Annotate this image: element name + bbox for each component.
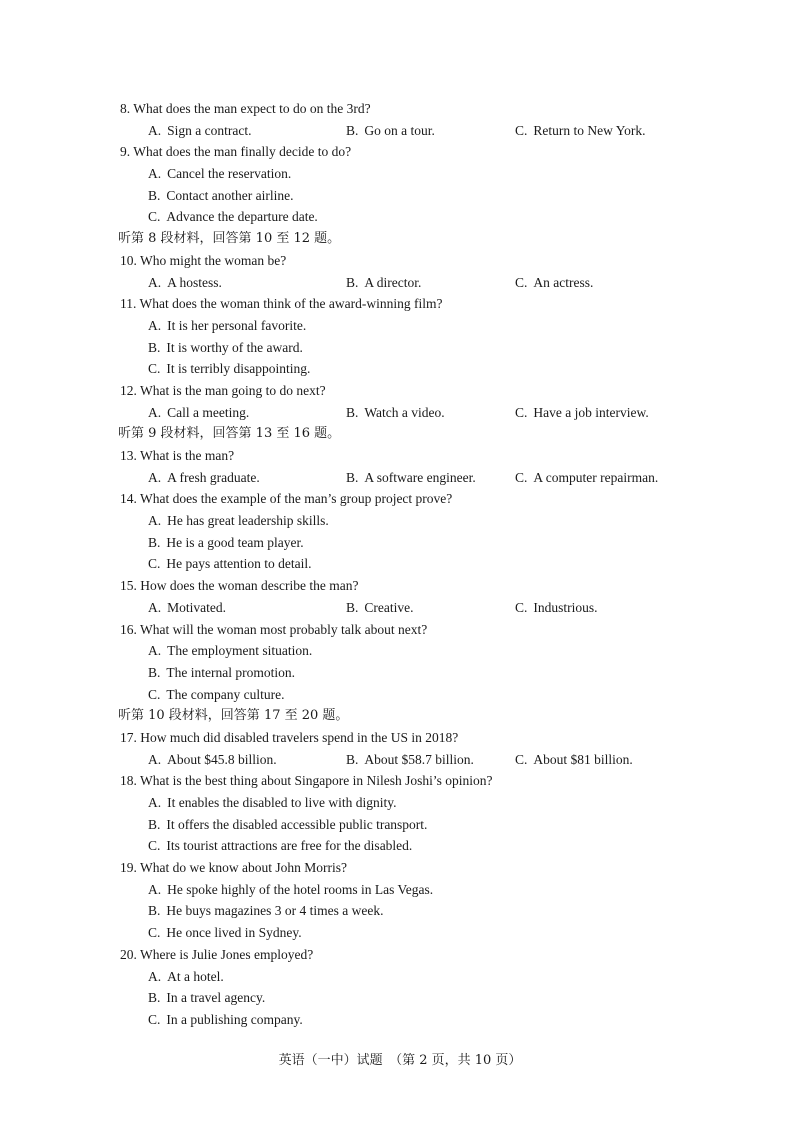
question-text: What does the example of the man’s group project prove? (140, 491, 453, 507)
option-a: A. He has great leadership skills. (148, 513, 329, 529)
question-text: What does the man expect to do on the 3rd? (133, 101, 371, 116)
question-number: 16. (120, 621, 137, 637)
option-a: A. It enables the disabled to live with dignity. (148, 795, 397, 810)
question-number: 11. (120, 296, 137, 312)
question-number: 12. (120, 382, 137, 398)
page-footer: 英语（一中）试题 （第 2 页，共 10 页） (278, 1053, 522, 1068)
options-row (120, 749, 720, 771)
option-c: C. Advance the departure date. (148, 209, 318, 225)
option-a: A. Cancel the reservation. (148, 166, 292, 182)
question-number: 9. (120, 144, 131, 160)
option-c: C. He once lived in Sydney. (148, 925, 302, 941)
question-text: What is the man? (140, 448, 235, 463)
question-text: What is the man going to do next? (140, 382, 326, 398)
question-text: How does the woman describe the man? (140, 578, 359, 594)
question-number: 19. (120, 860, 137, 876)
option-b: B. A director. (346, 274, 422, 290)
question-stem (120, 98, 720, 120)
option-b: B. It is worthy of the award. (148, 339, 303, 355)
option-b: B. It offers the disabled accessible public transport. (148, 816, 428, 832)
question-stem (120, 141, 720, 163)
option-a: A. A fresh graduate. (148, 469, 260, 485)
option-c: C. Return to New York. (515, 122, 646, 138)
option-a: A. At a hotel. (148, 968, 224, 984)
option-a: A. He spoke highly of the hotel rooms in Las Vegas. (148, 881, 434, 897)
option-c: C. An actress. (515, 274, 594, 290)
option-a: A. Call a meeting. (148, 404, 250, 420)
question-stem (120, 250, 720, 272)
options-row (120, 272, 720, 294)
question-text: What is the best thing about Singapore in Nilesh Joshi’s opinion? (140, 773, 493, 789)
options-row (120, 467, 720, 489)
option-c: C. Its tourist attractions are free for the disabled. (148, 838, 413, 854)
question-list (120, 98, 720, 1031)
question-number: 17. (120, 729, 137, 745)
question-stem (120, 727, 720, 749)
option-b: B. Creative. (346, 599, 414, 615)
option-c: C. A computer repairman. (515, 469, 659, 485)
option-a: A. The employment situation. (148, 643, 313, 659)
option-a: A. Sign a contract. (148, 122, 252, 138)
question-stem (120, 293, 720, 315)
question-stem (120, 380, 720, 402)
question-text: Where is Julie Jones employed? (140, 946, 314, 962)
option-b: B. About $58.7 billion. (346, 751, 474, 767)
question-text: What does the woman think of the award-winning film? (139, 296, 443, 312)
question-number: 14. (120, 491, 137, 507)
question-number: 13. (120, 448, 137, 463)
question-stem (120, 857, 720, 879)
question-number: 18. (120, 773, 137, 789)
question-stem (120, 944, 720, 966)
question-text: What does the man finally decide to do? (133, 144, 352, 160)
option-b: B. Go on a tour. (346, 122, 435, 138)
option-a: A. About $45.8 billion. (148, 751, 277, 767)
question-stem (120, 575, 720, 597)
question-number: 8. (120, 101, 131, 116)
option-b: B. Watch a video. (346, 404, 445, 420)
option-b: B. In a travel agency. (148, 990, 266, 1006)
question-stem (120, 770, 720, 792)
question-text: What do we know about John Morris? (140, 860, 347, 876)
question-number: 10. (120, 252, 137, 268)
option-b: B. He is a good team player. (148, 534, 304, 550)
question-number: 20. (120, 946, 137, 962)
option-c: C. It is terribly disappointing. (148, 361, 311, 377)
option-c: C. The company culture. (148, 686, 285, 702)
option-c: C. Have a job interview. (515, 404, 649, 420)
section-instruction: 听第 8 段材料，回答第 10 至 12 题。 (118, 231, 341, 247)
question-stem (120, 619, 720, 641)
option-c: C. Industrious. (515, 599, 598, 615)
options-row (120, 597, 720, 619)
option-a: A. Motivated. (148, 599, 226, 615)
option-b: B. A software engineer. (346, 469, 476, 485)
question-number: 15. (120, 578, 137, 594)
section-instruction: 听第 10 段材料，回答第 17 至 20 题。 (118, 708, 349, 724)
question-text: How much did disabled travelers spend in the US in 2018? (140, 729, 459, 745)
options-row (120, 402, 720, 424)
option-a: A. It is her personal favorite. (148, 317, 307, 333)
option-b: B. Contact another airline. (148, 187, 294, 203)
section-instruction: 听第 9 段材料，回答第 13 至 16 题。 (118, 426, 341, 442)
question-stem (120, 488, 720, 510)
option-c: C. About $81 billion. (515, 751, 633, 767)
option-b: B. The internal promotion. (148, 664, 295, 680)
option-a: A. A hostess. (148, 274, 222, 290)
question-text: What will the woman most probably talk about next? (140, 621, 428, 637)
question-text: Who might the woman be? (140, 252, 287, 268)
question-stem (120, 445, 720, 467)
option-c: C. In a publishing company. (148, 1011, 303, 1027)
option-c: C. He pays attention to detail. (148, 556, 312, 572)
option-b: B. He buys magazines 3 or 4 times a week. (148, 903, 384, 919)
options-row (120, 120, 720, 142)
